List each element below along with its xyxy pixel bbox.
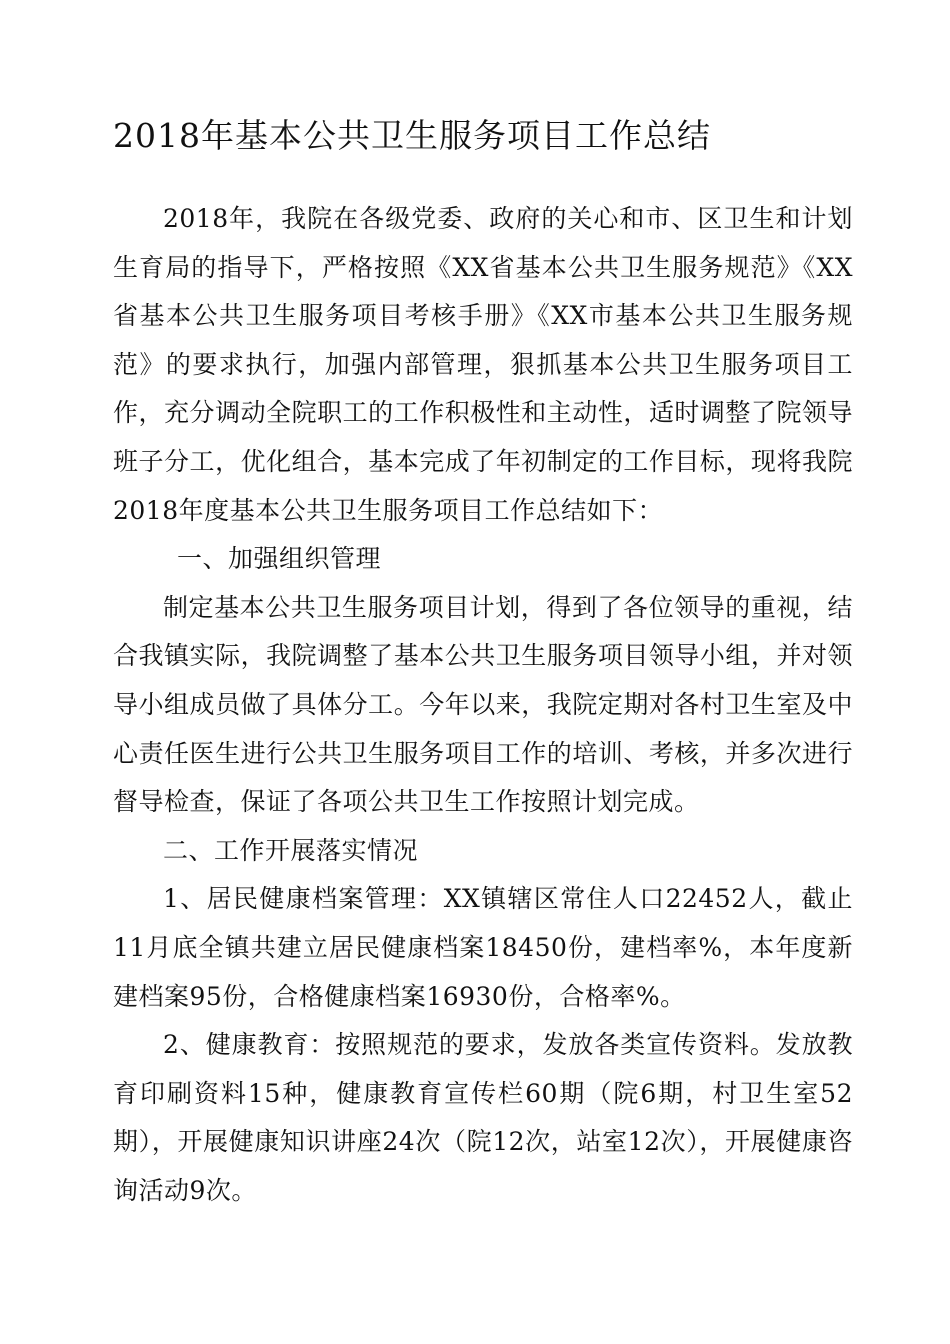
section-1-heading: 一、加强组织管理 xyxy=(177,544,382,574)
intro-paragraph: 2018年，我院在各级党委、政府的关心和市、区卫生和计划生育局的指导下，严格按照《XX省基本公共卫生服务规范》《XX省基本公共卫生服务项目考核手册》《XX市基本公共卫生服务规范》的要求执行，加强内部管理，狠抓基本公共卫生服务项目工作，充分调动全院职工的工作积极性和主动性，适时调整了院领导班子分工，优化组合，基本完成了年初制定的工作目标，现将我院2018年度基本公共卫生服务项目工作总结如下： xyxy=(113,204,853,525)
document-title: 2018年基本公共卫生服务项目工作总结 xyxy=(113,116,711,155)
item-2-paragraph: 2、健康教育：按照规范的要求，发放各类宣传资料。发放教育印刷资料15种，健康教育宣传栏60期（院6期，村卫生室52期），开展健康知识讲座24次（院12次，站室12次），开展健康咨询活动9次。 xyxy=(113,1030,853,1205)
document-body xyxy=(113,195,853,1215)
section-1-paragraph: 制定基本公共卫生服务项目计划，得到了各位领导的重视，结合我镇实际，我院调整了基本公共卫生服务项目领导小组，并对领导小组成员做了具体分工。今年以来，我院定期对各村卫生室及中心责任医生进行公共卫生服务项目工作的培训、考核，并多次进行督导检查，保证了各项公共卫生工作按照计划完成。 xyxy=(113,592,853,817)
item-1-paragraph: 1、居民健康档案管理：XX镇辖区常住人口22452人，截止11月底全镇共建立居民健康档案18450份，建档率%，本年度新建档案95份，合格健康档案16930份，合格率%。 xyxy=(113,884,853,1011)
section-2-heading: 二、工作开展落实情况 xyxy=(163,835,419,865)
